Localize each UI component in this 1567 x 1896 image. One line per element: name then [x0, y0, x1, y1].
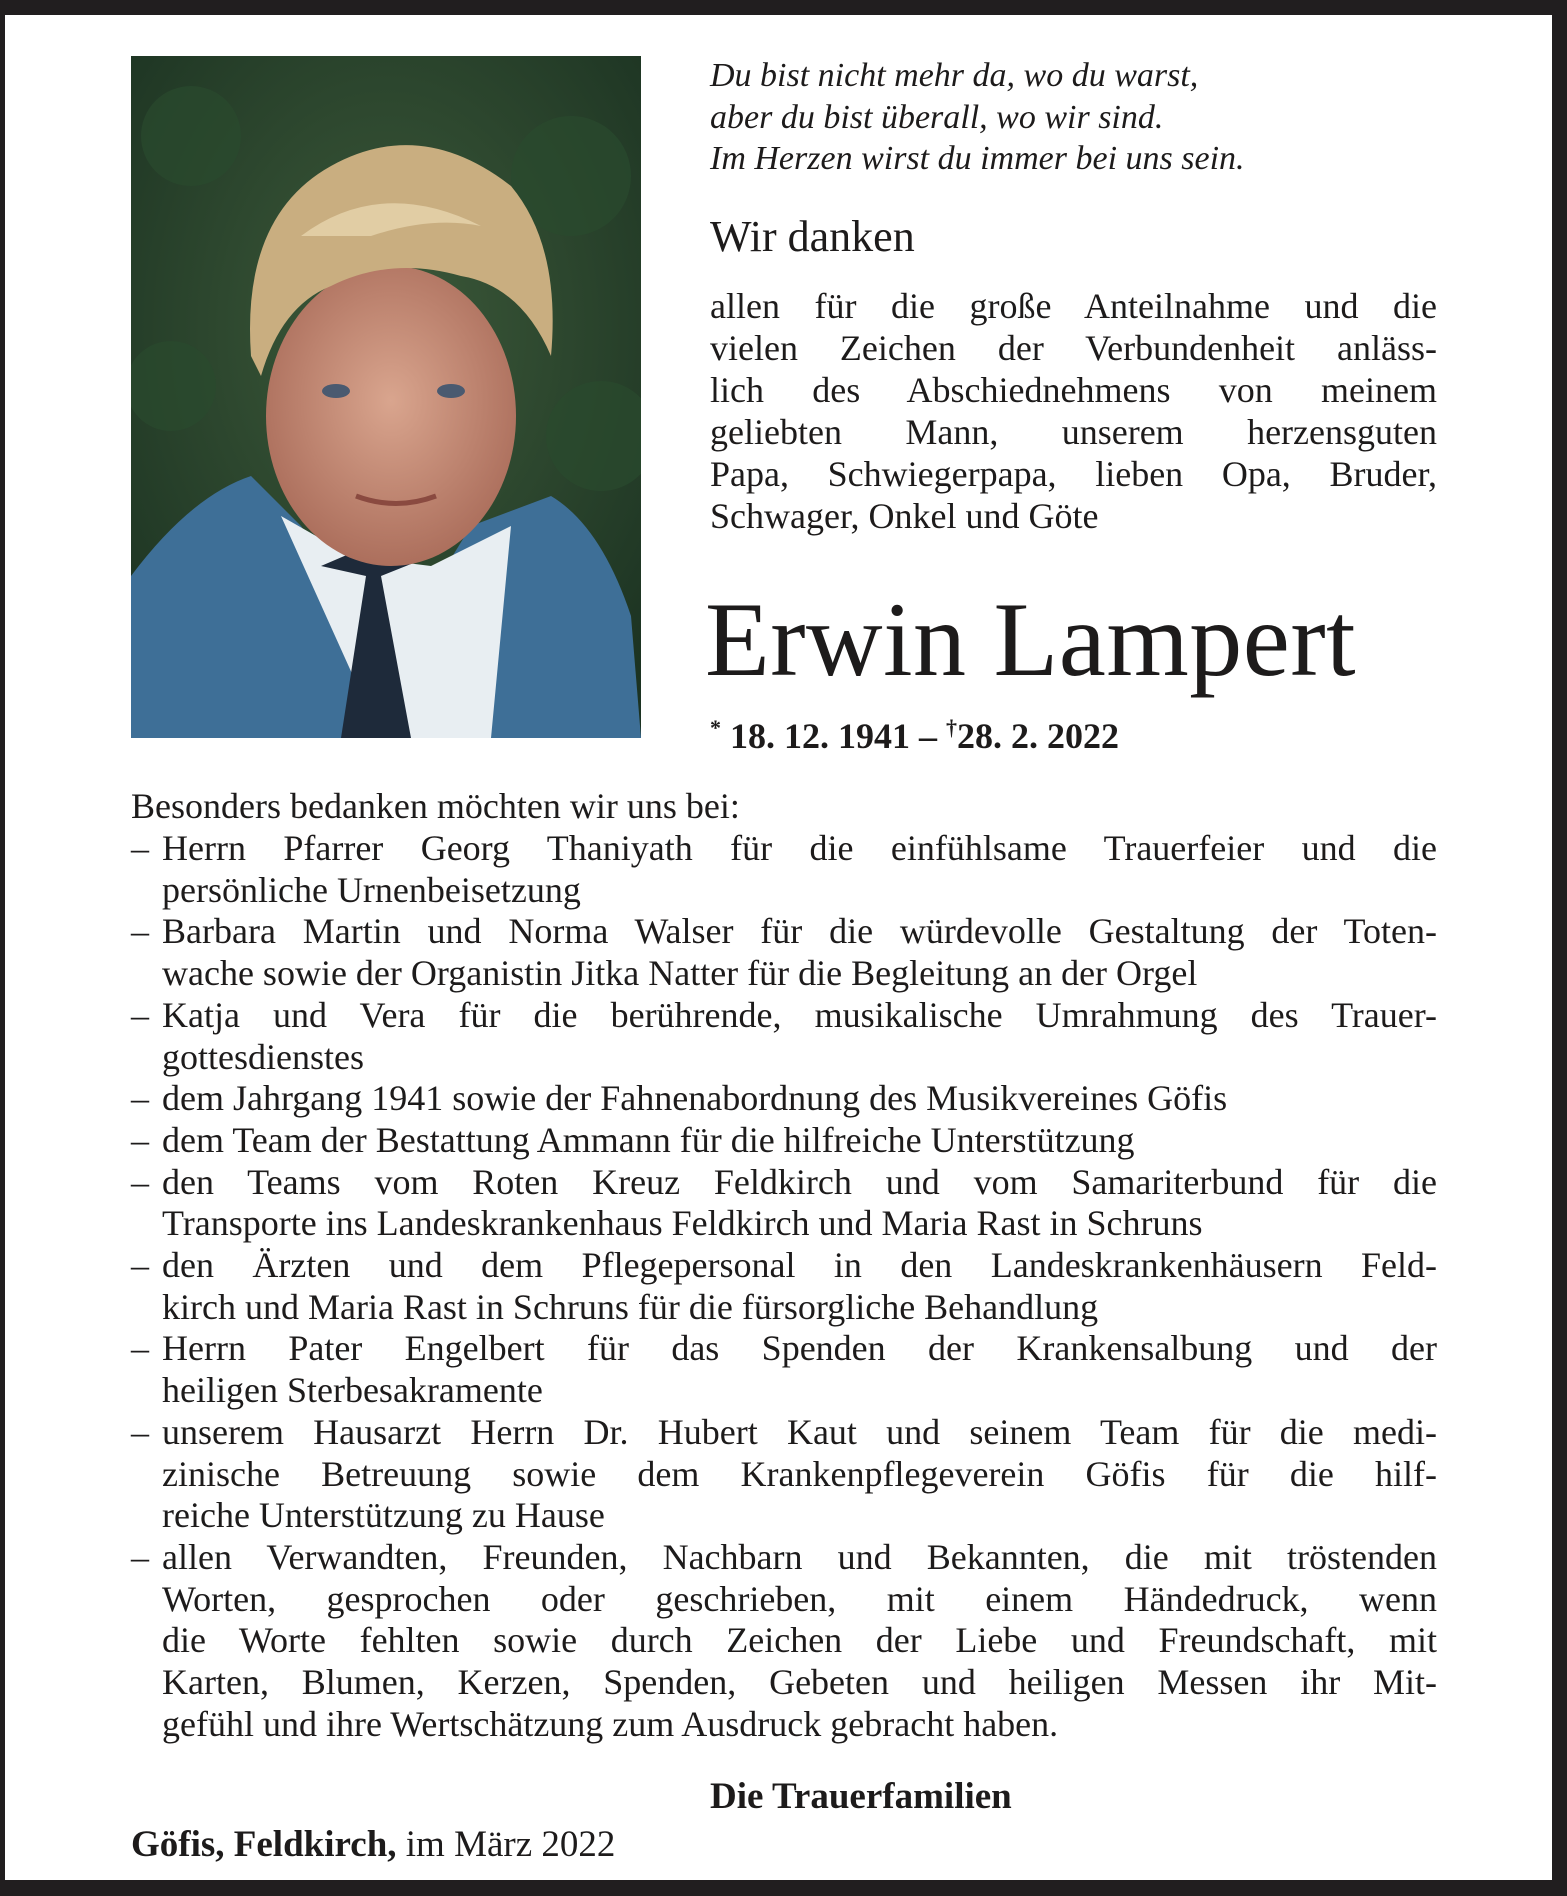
- list-item-line: Herrn Pfarrer Georg Thaniyath für die einfühlsame Trauerfeier und die: [162, 828, 1437, 868]
- list-item-line: zinische Betreuung sowie dem Krankenpflegeverein Göfis für die hilf-: [162, 1453, 1437, 1494]
- list-item: [131, 828, 1437, 911]
- thanks-paragraph: [710, 285, 1437, 537]
- birth-date: 18. 12. 1941: [730, 716, 910, 756]
- list-item-line: heiligen Sterbesakramente: [162, 1370, 543, 1411]
- paragraph-line: vielen Zeichen der Verbundenheit anläss-: [710, 328, 1437, 368]
- list-dash: –: [131, 1161, 149, 1202]
- list-item-line: unserem Hausarzt Herrn Dr. Hubert Kaut und seinem Team für die medi-: [162, 1411, 1437, 1452]
- signature: Die Trauerfamilien: [710, 1776, 1012, 1817]
- list-item: [131, 911, 1437, 994]
- list-item-line: Barbara Martin und Norma Walser für die würdevolle Gestaltung der Toten-: [162, 911, 1437, 952]
- paragraph-line: geliebten Mann, unserem herzensguten: [710, 412, 1437, 452]
- list-item-line: kirch und Maria Rast in Schruns für die fürsorgliche Behandlung: [162, 1286, 1099, 1327]
- place: Göfis, Feldkirch,: [131, 1824, 397, 1865]
- list-item-line: reiche Unterstützung zu Hause: [162, 1495, 605, 1536]
- list-dash: –: [131, 1119, 149, 1160]
- list-dash: –: [131, 1078, 149, 1119]
- list-item: [131, 1120, 1437, 1162]
- thanks-heading: Wir danken: [710, 212, 915, 261]
- list-item: [131, 995, 1437, 1078]
- list-item-line: dem Jahrgang 1941 sowie der Fahnenabordnung des Musikvereines Göfis: [162, 1078, 1228, 1119]
- place-date: [131, 1823, 615, 1866]
- poem-line: Du bist nicht mehr da, wo du warst,: [710, 57, 1199, 94]
- list-item-line: den Teams vom Roten Kreuz Feldkirch und vom Samariterbund für die: [162, 1161, 1437, 1202]
- list-item: [131, 1412, 1437, 1537]
- list-intro: Besonders bedanken möchten wir uns bei:: [131, 786, 740, 826]
- list-item: [131, 1245, 1437, 1328]
- list-item: [131, 1078, 1437, 1120]
- list-item-line: den Ärzten und dem Pflegepersonal in den Landeskrankenhäusern Feld-: [162, 1245, 1437, 1286]
- list-dash: –: [131, 994, 149, 1035]
- list-item-line: wache sowie der Organistin Jitka Natter für die Begleitung an der Orgel: [162, 953, 1198, 994]
- list-item-line: Katja und Vera für die berührende, musikalische Umrahmung des Trauer-: [162, 994, 1437, 1035]
- list-item-line: allen Verwandten, Freunden, Nachbarn und Bekannten, die mit tröstenden: [162, 1536, 1437, 1577]
- list-item-line: Transporte ins Landeskrankenhaus Feldkirch und Maria Rast in Schruns: [162, 1203, 1203, 1244]
- death-symbol: †: [946, 715, 957, 740]
- list-dash: –: [131, 911, 149, 952]
- list-item-line: gottesdienstes: [162, 1036, 364, 1077]
- list-item-line: Worten, gesprochen oder geschrieben, mit einem Händedruck, wenn: [162, 1578, 1437, 1619]
- paragraph-line: Papa, Schwiegerpapa, lieben Opa, Bruder,: [710, 454, 1437, 494]
- list-dash: –: [131, 828, 149, 868]
- date: im März 2022: [405, 1824, 616, 1865]
- paragraph-line: Schwager, Onkel und Göte: [710, 496, 1099, 536]
- obituary-page: [5, 15, 1552, 1880]
- list-dash: –: [131, 1536, 149, 1577]
- list-item-line: gefühl und ihre Wertschätzung zum Ausdruck gebracht haben.: [162, 1703, 1059, 1744]
- deceased-name: Erwin Lampert: [705, 581, 1357, 698]
- list-item-line: Herrn Pater Engelbert für das Spenden der Krankensalbung und der: [162, 1328, 1437, 1369]
- life-dates: [710, 715, 1119, 757]
- list-dash: –: [131, 1245, 149, 1286]
- paragraph-line: allen für die große Anteilnahme und die: [710, 286, 1437, 326]
- thanks-list: [131, 828, 1437, 1745]
- list-item: [131, 1162, 1437, 1245]
- poem-line: Im Herzen wirst du immer bei uns sein.: [710, 140, 1245, 177]
- list-item-line: dem Team der Bestattung Ammann für die hilfreiche Unterstützung: [162, 1119, 1135, 1160]
- list-item-line: Karten, Blumen, Kerzen, Spenden, Gebeten und heiligen Messen ihr Mit-: [162, 1662, 1437, 1703]
- birth-symbol: *: [710, 715, 721, 740]
- paragraph-line: lich des Abschiednehmens von meinem: [710, 370, 1437, 410]
- list-item: [131, 1328, 1437, 1411]
- poem: [710, 55, 1245, 180]
- list-item-line: persönliche Urnenbeisetzung: [162, 869, 581, 910]
- list-item-line: die Worte fehlten sowie durch Zeichen der Liebe und Freundschaft, mit: [162, 1620, 1437, 1661]
- death-date: 28. 2. 2022: [957, 716, 1119, 756]
- portrait-photo: [131, 56, 641, 738]
- list-dash: –: [131, 1328, 149, 1369]
- date-dash: –: [919, 716, 937, 756]
- list-dash: –: [131, 1411, 149, 1452]
- poem-line: aber du bist überall, wo wir sind.: [710, 98, 1164, 136]
- list-item: [131, 1537, 1437, 1746]
